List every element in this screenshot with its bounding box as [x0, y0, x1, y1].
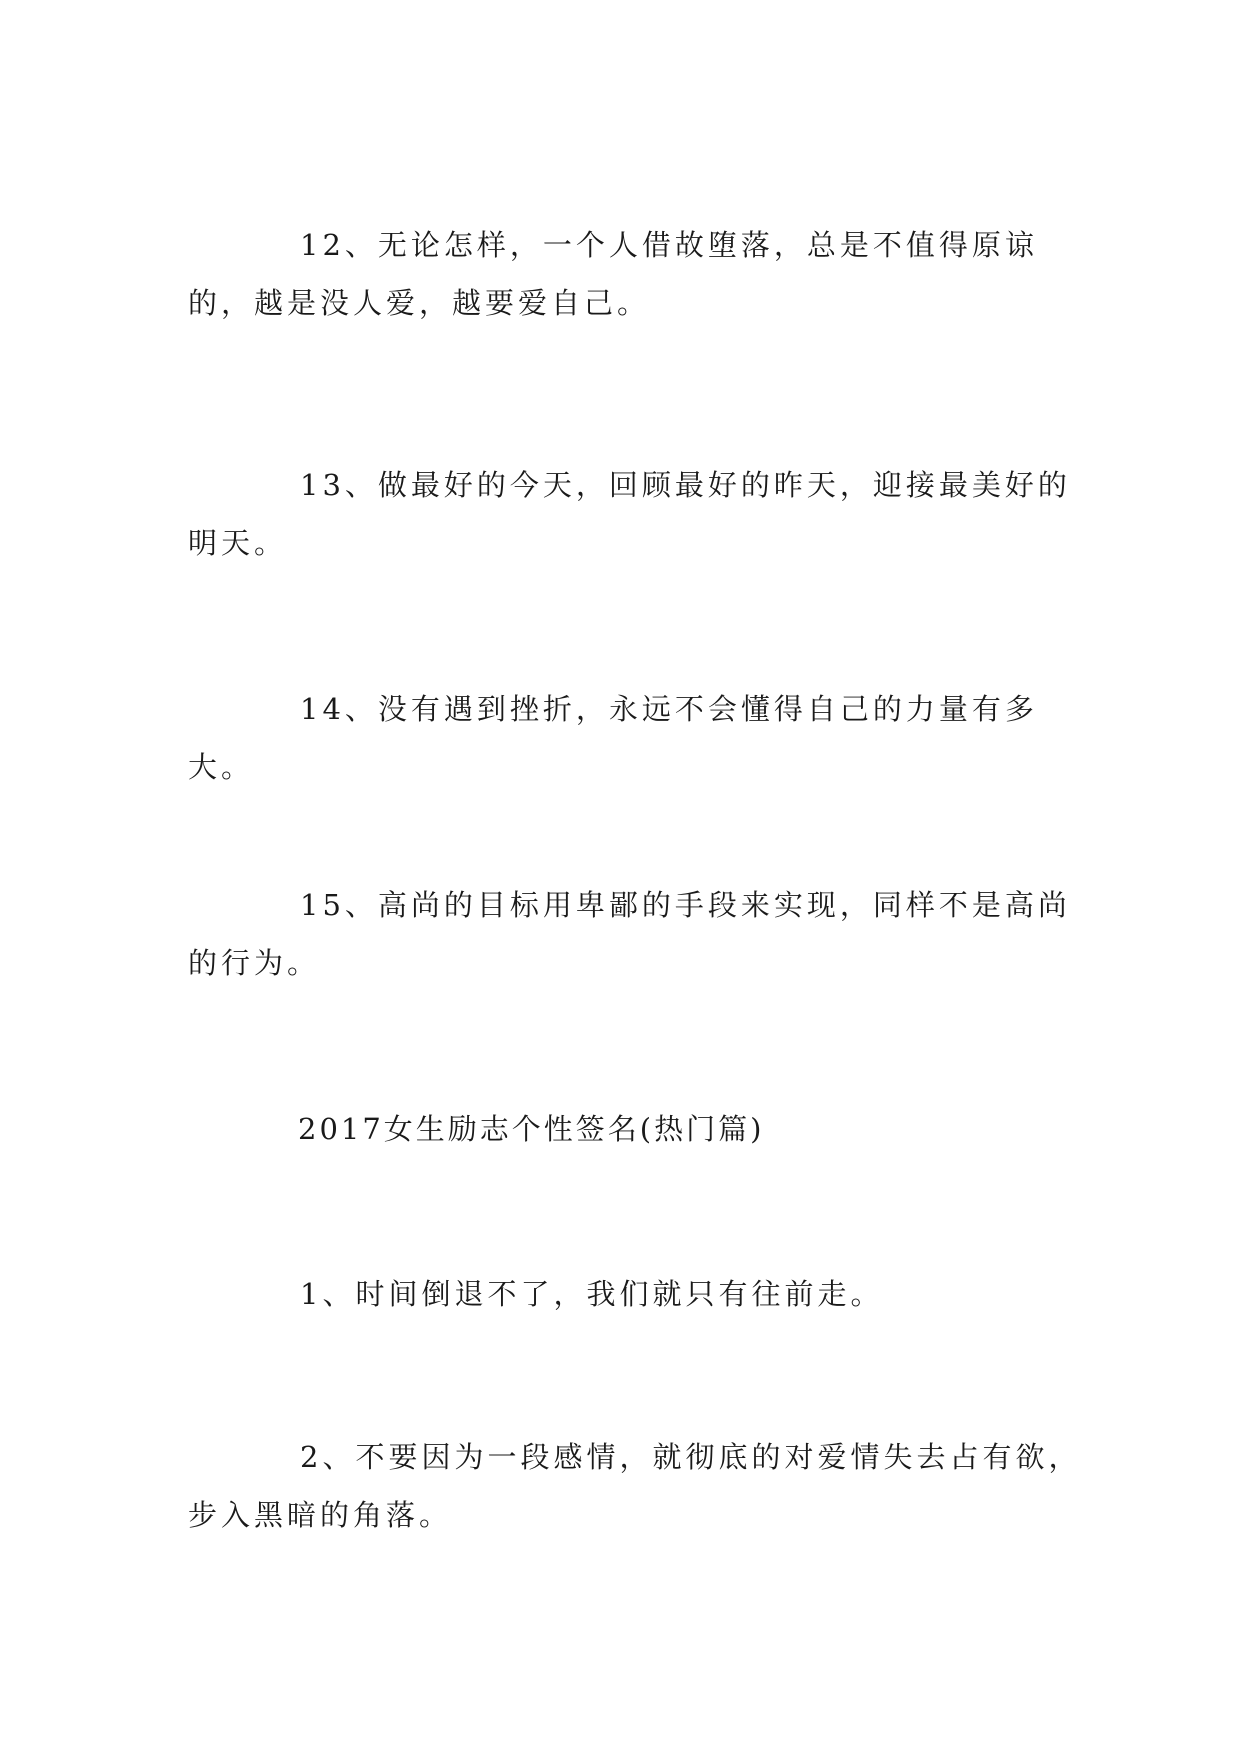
section-item-2: 2、不要因为一段感情，就彻底的对爱情失去占有欲，步入黑暗的角落。 — [188, 1440, 1082, 1532]
paragraph-14: 14、没有遇到挫折，永远不会懂得自己的力量有多大。 — [188, 692, 1038, 784]
paragraph-15: 15、高尚的目标用卑鄙的手段来实现，同样不是高尚的行为。 — [188, 888, 1071, 980]
paragraph-12: 12、无论怎样，一个人借故堕落，总是不值得原谅的，越是没人爱，越要爱自己。 — [188, 228, 1038, 320]
section-heading: 2017女生励志个性签名(热门篇) — [298, 1112, 765, 1146]
section-item-1: 1、时间倒退不了，我们就只有往前走。 — [300, 1277, 884, 1311]
paragraph-13: 13、做最好的今天，回顾最好的昨天，迎接最美好的明天。 — [188, 468, 1071, 560]
